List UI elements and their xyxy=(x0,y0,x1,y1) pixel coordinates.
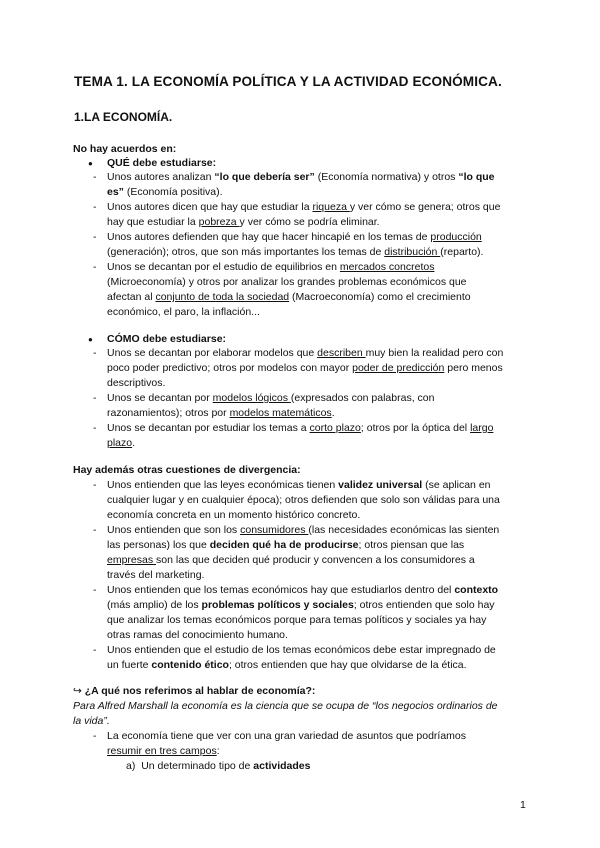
dash: - xyxy=(93,524,97,536)
div-item-3-line-4: otras ramas del conocimiento humano. xyxy=(107,629,288,641)
marshall-quote-line-1: Para Alfred Marshall la economía es la ciencia que se ocupa de “los negocios ordinarios de xyxy=(73,700,498,712)
como-label: CÓMO debe estudiarse: xyxy=(107,333,227,345)
dash: - xyxy=(93,584,97,596)
que-item-3-line-2: (generación); otros, que son más importantes los temas de distribución (reparto). xyxy=(107,246,484,258)
que-item-2-line-2: hay que estudiar la pobreza y ver cómo se podría eliminar. xyxy=(107,216,380,228)
como-item-2-line-1: Unos se decantan por modelos lógicos (expresados con palabras, con xyxy=(107,392,435,404)
no-acuerdo-heading: No hay acuerdos en: xyxy=(73,143,177,155)
dash: - xyxy=(93,347,97,359)
que-item-1-line-2: es” (Economía positiva). xyxy=(107,186,223,198)
como-item-1-line-3: descriptivos. xyxy=(107,377,166,389)
que-item-4-line-2: (Microeconomía) y otros por analizar los grandes problemas económicos que xyxy=(107,276,467,288)
sub-item-a: a) Un determinado tipo de actividades xyxy=(126,760,311,772)
dash: - xyxy=(93,201,97,213)
que-label: QUÉ debe estudiarse: xyxy=(107,157,217,169)
div-item-1-line-1: Unos entienden que las leyes económicas tienen validez universal (se aplican en xyxy=(107,479,491,491)
que-item-4-line-1: Unos se decantan por el estudio de equilibrios en mercados concretos xyxy=(107,261,435,273)
section-heading: 1.LA ECONOMÍA. xyxy=(74,110,173,124)
pregunta-item-line-1: La economía tiene que ver con una gran variedad de asuntos que podríamos xyxy=(107,730,466,742)
dash: - xyxy=(93,392,97,404)
pregunta-heading: ↪ ¿A qué nos referimos al hablar de economía?: xyxy=(73,685,316,697)
marshall-quote-line-2: la vida”. xyxy=(73,715,110,727)
div-item-2-line-3: empresas son las que deciden qué producir y convencen a los consumidores a xyxy=(107,554,475,566)
dash: - xyxy=(93,231,97,243)
dash: - xyxy=(93,730,97,742)
como-item-3-line-1: Unos se decantan por estudiar los temas a corto plazo; otros por la óptica del largo xyxy=(107,422,494,434)
que-item-2-line-1: Unos autores dicen que hay que estudiar la riqueza y ver cómo se genera; otros que xyxy=(107,201,501,213)
dash: - xyxy=(93,261,97,273)
div-item-4-line-2: un fuerte contenido ético; otros entienden que hay que olvidarse de la ética. xyxy=(107,659,467,671)
que-item-3-line-1: Unos autores defienden que hay que hacer hincapié en los temas de producción xyxy=(107,231,482,243)
div-item-2-line-2: las personas) los que deciden qué ha de producirse; otros piensan que las xyxy=(107,539,465,551)
pregunta-item-line-2: resumir en tres campos: xyxy=(107,745,220,757)
como-item-1-line-2: poco poder predictivo; otros por modelos con mayor poder de predicción pero menos xyxy=(107,362,503,374)
div-item-3-line-3: que analizar los temas económicos porque para temas políticos y sociales ya hay xyxy=(107,614,487,626)
que-item-1-line-1: Unos autores analizan “lo que debería ser” (Economía normativa) y otros “lo que xyxy=(107,171,495,183)
div-item-3-line-2: (más amplio) de los problemas políticos y sociales; otros entienden que solo hay xyxy=(107,599,495,611)
div-item-3-line-1: Unos entienden que los temas económicos hay que estudiarlos dentro del contexto xyxy=(107,584,499,596)
dash: - xyxy=(93,644,97,656)
bullet-dot: ● xyxy=(88,335,93,344)
que-item-4-line-3: afectan al conjunto de toda la sociedad (Macroeconomía) como el crecimiento xyxy=(107,291,471,303)
como-item-1-line-1: Unos se decantan por elaborar modelos que describen muy bien la realidad pero con xyxy=(107,347,504,359)
como-item-2-line-2: razonamientos); otros por modelos matemáticos. xyxy=(107,407,335,419)
page-number: 1 xyxy=(520,799,526,811)
bullet-dot: ● xyxy=(88,159,93,168)
dash: - xyxy=(93,422,97,434)
div-item-2-line-1: Unos entienden que son los consumidores (las necesidades económicas las sienten xyxy=(107,524,500,536)
div-item-1-line-2: cualquier lugar y en cualquier época); otros defienden que solo son válidas para una xyxy=(107,494,500,506)
arrow-icon: ↪ xyxy=(73,685,82,697)
divergencia-heading: Hay además otras cuestiones de divergencia: xyxy=(73,464,301,476)
page-title: TEMA 1. LA ECONOMÍA POLÍTICA Y LA ACTIVIDAD ECONÓMICA. xyxy=(74,74,502,89)
div-item-4-line-1: Unos entienden que el estudio de los temas económicos debe estar impregnado de xyxy=(107,644,496,656)
div-item-2-line-4: través del marketing. xyxy=(107,569,205,581)
que-item-4-line-4: económico, el paro, la inflación... xyxy=(107,306,260,318)
dash: - xyxy=(93,479,97,491)
div-item-1-line-3: economía concreta en un momento histórico concreto. xyxy=(107,509,361,521)
dash: - xyxy=(93,171,97,183)
como-item-3-line-2: plazo. xyxy=(107,437,136,449)
